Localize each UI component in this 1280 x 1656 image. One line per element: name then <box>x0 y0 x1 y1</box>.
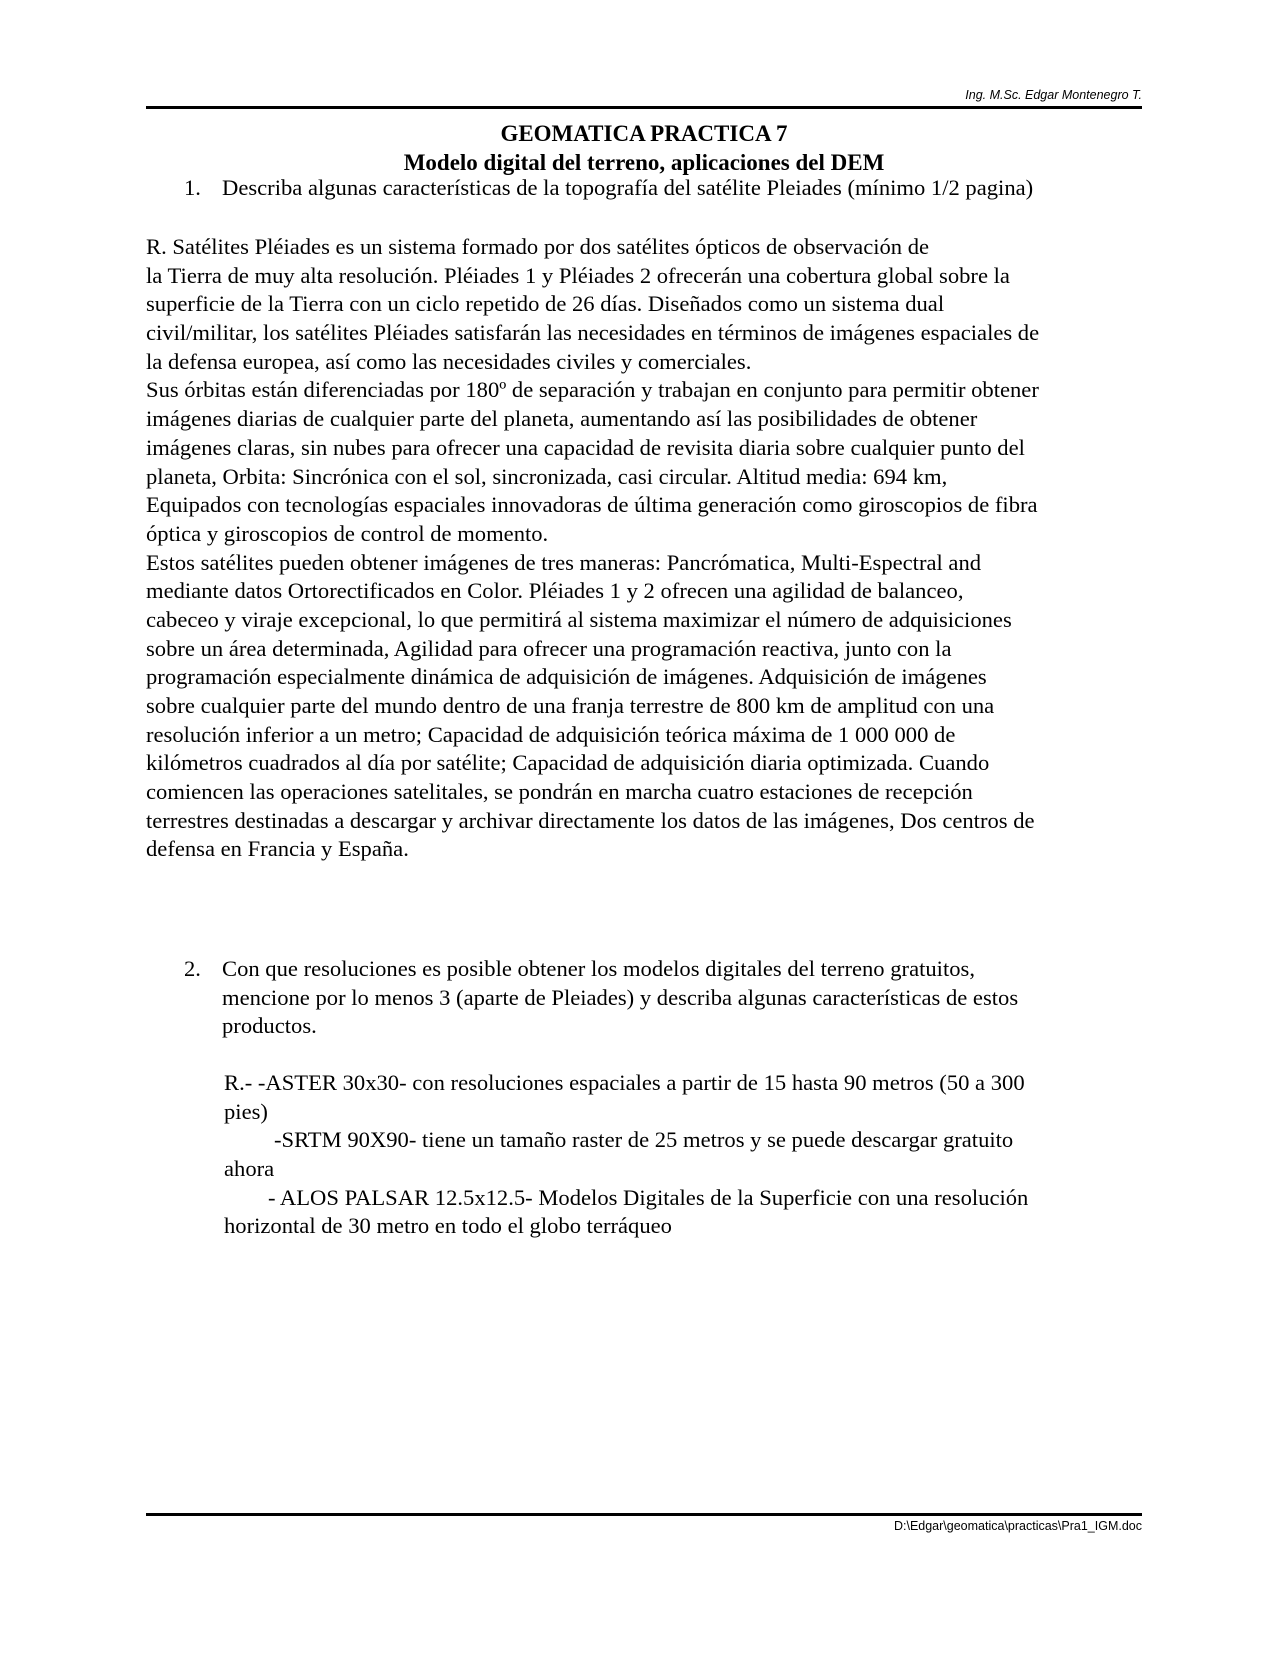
answer-2-line: - ALOS PALSAR 12.5x12.5- Modelos Digitales de la Superficie con una resolución <box>268 1184 1029 1210</box>
answer-2-line: pies) <box>224 1098 268 1124</box>
answer-1-line: cabeceo y viraje excepcional, lo que permitirá al sistema maximizar el número de adquisiciones <box>146 606 1012 632</box>
answer-1-line: defensa en Francia y España. <box>146 836 409 862</box>
answer-1-line: Equipados con tecnologías espaciales innovadoras de última generación como giroscopios de fibra <box>146 492 1038 518</box>
footer-rule <box>146 1513 1142 1516</box>
question-2-line: Con que resoluciones es posible obtener los modelos digitales del terreno gratuitos, <box>222 956 975 981</box>
answer-1-line: superficie de la Tierra con un ciclo repetido de 26 días. Diseñados como un sistema dual <box>146 291 945 317</box>
answer-2-line: ahora <box>224 1156 275 1182</box>
answer-1-line: R. Satélites Pléiades es un sistema formado por dos satélites ópticos de observación de <box>146 234 930 259</box>
question-2-line: productos. <box>222 1013 317 1039</box>
answer-1-line: sobre un área determinada, Agilidad para ofrecer una programación reactiva, junto con la <box>146 635 952 661</box>
answer-1-line: imágenes claras, sin nubes para ofrecer una capacidad de revisita diaria sobre cualquier punto del <box>146 434 1025 460</box>
answer-1-line: Estos satélites pueden obtener imágenes de tres maneras: Pancrómatica, Multi-Espectral and <box>146 549 982 575</box>
answer-2 <box>224 1069 1028 1241</box>
answer-1-line: óptica y giroscopios de control de momento. <box>146 520 549 546</box>
answer-1-line: comiencen las operaciones satelitales, se pondrán en marcha cuatro estaciones de recepción <box>146 779 973 805</box>
answer-1-line: kilómetros cuadrados al día por satélite; Capacidad de adquisición diaria optimizada. Cuando <box>146 750 990 776</box>
question-2-line: mencione por lo menos 3 (aparte de Pleiades) y describa algunas características de estos <box>222 984 1019 1010</box>
question-1-text: Describa algunas características de la topografía del satélite Pleiades (mínimo 1/2 pagina) <box>222 175 1034 200</box>
question-1-number: 1. <box>184 175 201 200</box>
answer-1-line: resolución inferior a un metro; Capacidad de adquisición teórica máxima de 1 000 000 de <box>146 721 956 747</box>
document-subtitle: Modelo digital del terreno, aplicaciones del DEM <box>403 150 885 175</box>
answer-1-line: mediante datos Ortorectificados en Color. Pléiades 1 y 2 ofrecen una agilidad de balanceo, <box>146 578 964 604</box>
question-2-number: 2. <box>184 956 201 981</box>
question-2-text <box>222 955 1018 1041</box>
answer-1-line: la defensa europea, así como las necesidades civiles y comerciales. <box>146 348 752 374</box>
document-title: GEOMATICA PRACTICA 7 <box>500 121 788 146</box>
answer-2-line: -SRTM 90X90- tiene un tamaño raster de 25 metros y se puede descargar gratuito <box>274 1127 1014 1153</box>
answer-1-line: la Tierra de muy alta resolución. Pléiades 1 y Pléiades 2 ofrecerán una cobertura global sobre la <box>146 262 1010 288</box>
footer-file-path: D:\Edgar\geomatica\practicas\Pra1_IGM.doc <box>893 1519 1142 1533</box>
answer-2-line: R.- -ASTER 30x30- con resoluciones espaciales a partir de 15 hasta 90 metros (50 a 300 <box>224 1070 1025 1095</box>
answer-1-line: programación especialmente dinámica de adquisición de imágenes. Adquisición de imágenes <box>146 664 987 690</box>
answer-1-line: planeta, Orbita: Sincrónica con el sol, sincronizada, casi circular. Altitud media: 694 km, <box>146 463 948 489</box>
answer-1-line: imágenes diarias de cualquier parte del planeta, aumentando así las posibilidades de obtener <box>146 406 978 432</box>
answer-1-line: sobre cualquier parte del mundo dentro de una franja terrestre de 800 km de amplitud con una <box>146 693 995 718</box>
answer-1-line: terrestres destinadas a descargar y archivar directamente los datos de las imágenes, Dos centros de <box>146 807 1035 833</box>
answer-1-line: civil/militar, los satélites Pléiades satisfarán las necesidades en términos de imágenes espaciales de <box>146 320 1040 346</box>
answer-2-line: horizontal de 30 metro en todo el globo terráqueo <box>224 1213 672 1239</box>
answer-1-line: Sus órbitas están diferenciadas por 180º de separación y trabajan en conjunto para permitir obtener <box>146 377 1039 403</box>
header-author: Ing. M.Sc. Edgar Montenegro T. <box>965 88 1142 102</box>
answer-1 <box>146 233 1146 864</box>
header-rule <box>146 106 1142 109</box>
